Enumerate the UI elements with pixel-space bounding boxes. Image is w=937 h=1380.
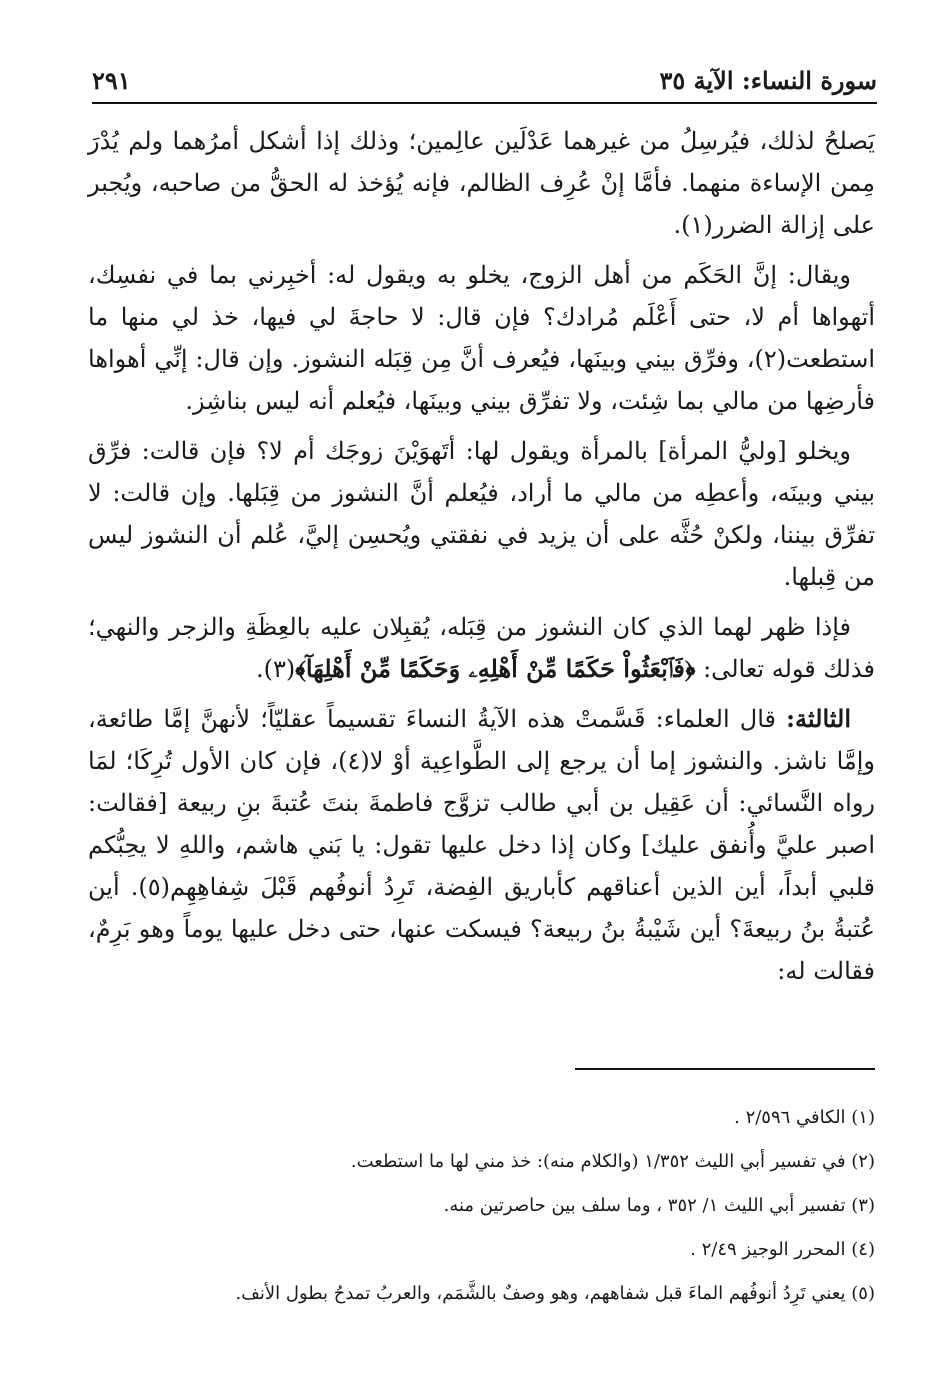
footnote-1: (١) الكافي ٢/٥٩٦ . — [734, 1107, 875, 1128]
footnote-3: (٣) تفسير أبي الليث ١/ ٣٥٢ ، وما سلف بين حاصرتين منه. — [443, 1195, 875, 1216]
page-header — [92, 60, 877, 100]
footnote-5: (٥) يعني تَرِدُ أنوفُهم الماءَ قبل شفاههم، وهو وصفٌ بالشَّمَم، والعربُ تمدحُ بطول الأنف. — [235, 1283, 875, 1304]
paragraph-1: يَصلحُ لذلك، فيُرسِلُ من غيرهما عَدْلَين عالِمين؛ وذلك إذا أشكل أمرُهما ولم يُدْرَ مِمن الإساءة منهما. فأمَّا إنْ عُرِف الظالم، فإنه يُؤخذ له الحقُّ من صاحبه، ويُجبر على إزالة الضرر(١). — [88, 127, 875, 239]
paragraph-3: ويخلو [وليُّ المرأة] بالمرأة ويقول لها: أتَهوَيْنَ زوجَك أم لا؟ فإن قالت: فرِّق بيني وبينَه، وأعطِه من مالي ما أراد، فيُعلم أنَّ النشوز من قِبَلها. وإن قالت: لا تفرِّق بيننا، ولكنْ حُثَّه على أن يزيد في نفقتي ويُحسِن إليَّ، عُلم أن النشوز ليس من قِبلها. — [88, 437, 876, 591]
section-lead: الثالثة: — [786, 704, 851, 733]
paragraph-5 — [88, 698, 875, 992]
paragraph-5-text: قال العلماء: قَسَّمتْ هذه الآيةُ النساءَ تقسيماً عقليّاً؛ لأنهنَّ إمَّا طائعة، وإمَّا ناشز. والنشوز إما أن يرجع إلى الطَّواعِية أوْ لا(٤)، فإن كان الأول تُرِكَا؛ لمَا رواه النَّسائي: أن عَقِيل بن أبي طالب تزوَّج فاطمةَ بنتَ عُتبةَ بنِ ربيعة [فقالت: اصبر عليَّ وأُنفق عليك] وكان إذا دخل عليها تقول: يا بَني هاشم، واللهِ لا يحِبُّكم قلبي أبداً، أين الذين أعناقهم كأباريق الفِضة، تَرِدُ أنوفُهم قَبْلَ شِفاهِهِم(٥). أين عُتبةُ بنُ ربيعةَ؟ أين شَيْبةُ بنُ ربيعة؟ فيسكت عنها، حتى دخل عليها يوماً وهو بَرِمٌ، فقالت له: — [88, 705, 875, 985]
running-title: سورة النساء: الآية ٣٥ — [659, 65, 877, 95]
header-rule — [92, 102, 877, 104]
paragraph-4-text: فإذا ظهر لهما الذي كان النشوز من قِبَله، يُقبِلان عليه بالعِظَةِ والزجر والنهي؛ فذلك قوله تعالى: — [88, 613, 875, 683]
page-number: ٢٩١ — [92, 65, 131, 95]
main-text — [88, 120, 875, 1000]
footnote-ref-3: (٣). — [255, 655, 296, 683]
footnote-4: (٤) المحرر الوجيز ٢/٤٩ . — [690, 1239, 875, 1260]
paragraph-4 — [88, 606, 875, 690]
quran-verse: ﴿فَٱبْعَثُواْ حَكَمًا مِّنْ أَهْلِهِۦ وَحَكَمًا مِّنْ أَهْلِهَآ﴾ — [295, 654, 696, 683]
paragraph-2: ويقال: إنَّ الحَكَم من أهل الزوج، يخلو به ويقول له: أخبِرني بما في نفسِك، أتهواها أم لا، حتى أَعْلَم مُرادك؟ فإن قال: لا حاجةَ لي فيها، خذ لي منها ما استطعت(٢)، وفرِّق بيني وبينَها، فيُعرف أنَّ مِن قِبَله النشوز. وإن قال: إنِّي أهواها فأرضِها من مالي بما شِئت، ولا تفرِّق بيني وبينَها، فيُعلم أنه ليس بناشِز. — [88, 261, 875, 415]
footnote-rule — [575, 1068, 875, 1070]
footnotes — [88, 1096, 875, 1316]
footnote-2: (٢) في تفسير أبي الليث ١/٣٥٢ (والكلام منه): خذ مني لها ما استطعت. — [350, 1151, 875, 1172]
